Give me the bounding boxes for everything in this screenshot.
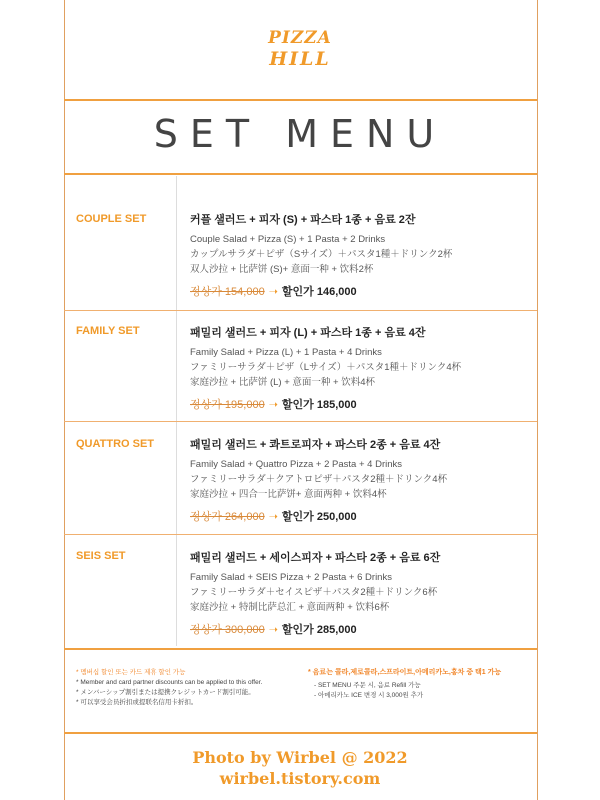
set-separator bbox=[64, 534, 537, 535]
arrow-icon: ➝ bbox=[268, 511, 278, 523]
set-desc-en: Couple Salad + Pizza (S) + 1 Pasta + 2 Drinks bbox=[190, 234, 386, 245]
divider-top bbox=[64, 99, 537, 101]
sale-price: 할인가 250,000 bbox=[281, 511, 357, 523]
price-row bbox=[190, 283, 530, 299]
note-highlight: * 음료는 콜라,제로콜라,스프라이트,아메리카노,홍차 중 택1 가능 bbox=[308, 669, 502, 676]
set-seis bbox=[190, 549, 530, 637]
sale-price: 할인가 146,000 bbox=[281, 286, 357, 298]
set-desc-en: Family Salad + Quattro Pizza + 2 Pasta + 4 Drinks bbox=[190, 459, 402, 470]
set-label-quattro: QUATTRO SET bbox=[76, 438, 155, 450]
set-desc-jp: カップルサラダ＋ピザ（Sサイズ）＋パスタ1種＋ドリンク2杯 bbox=[190, 249, 453, 260]
column-divider bbox=[176, 176, 177, 646]
price-row bbox=[190, 396, 530, 412]
note-line: - SET MENU 주문 시, 음료 Refill 가능 bbox=[314, 682, 421, 689]
logo-line1: PIZZA bbox=[268, 28, 332, 48]
set-desc-cn: 家庭沙拉 + 比萨饼 (L) + 意面一种 + 饮料4杯 bbox=[190, 377, 376, 388]
note-line: * 可以享受会员折扣或提联名信用卡折扣。 bbox=[76, 699, 198, 706]
note-line: * メンバーシップ割引または提携クレジットカード割引可能。 bbox=[76, 689, 255, 696]
set-title-kr: 패밀리 샐러드 + 피자 (L) + 파스타 1종 + 음료 4잔 bbox=[190, 327, 426, 339]
credit-url: wirbel.tistory.com bbox=[219, 769, 381, 788]
note-highlight: * 멤버십 할인 또는 카드 제휴 할인 가능 bbox=[76, 669, 186, 676]
divider-title bbox=[64, 173, 537, 175]
set-desc-en: Family Salad + Pizza (L) + 1 Pasta + 4 Drinks bbox=[190, 347, 382, 358]
original-price: 정상가 195,000 bbox=[190, 399, 265, 411]
set-title-kr: 커플 샐러드 + 피자 (S) + 파스타 1종 + 음료 2잔 bbox=[190, 214, 416, 226]
price-row bbox=[190, 508, 530, 524]
note-line: - 아메리카노 ICE 변경 시 3,000원 추가 bbox=[314, 692, 424, 699]
arrow-icon: ➝ bbox=[268, 624, 278, 636]
divider-notes bbox=[64, 648, 537, 650]
original-price: 정상가 264,000 bbox=[190, 511, 265, 523]
set-desc-en: Family Salad + SEIS Pizza + 2 Pasta + 6 Drinks bbox=[190, 572, 392, 583]
arrow-icon: ➝ bbox=[268, 286, 278, 298]
set-label-seis: SEIS SET bbox=[76, 550, 126, 562]
price-row bbox=[190, 621, 530, 637]
set-label-family: FAMILY SET bbox=[76, 325, 140, 337]
set-family bbox=[190, 324, 530, 412]
set-separator bbox=[64, 310, 537, 311]
page-title: SET MENU bbox=[153, 112, 447, 156]
sale-price: 할인가 185,000 bbox=[281, 399, 357, 411]
set-desc-jp: ファミリーサラダ＋セイスピザ＋パスタ2種＋ドリンク6杯 bbox=[190, 587, 438, 598]
notes-discount bbox=[76, 668, 286, 708]
logo-line2: HILL bbox=[269, 48, 331, 70]
note-line: * Member and card partner discounts can be applied to this offer. bbox=[76, 679, 263, 686]
set-title-kr: 패밀리 샐러드 + 세이스피자 + 파스타 2종 + 음료 6잔 bbox=[190, 552, 441, 564]
set-couple bbox=[190, 211, 530, 299]
set-separator bbox=[64, 421, 537, 422]
set-desc-jp: ファミリーサラダ＋ピザ（Lサイズ）＋パスタ1種＋ドリンク4杯 bbox=[190, 362, 462, 373]
photo-credit: Photo by Wirbel @ 2022 bbox=[192, 748, 408, 767]
set-desc-cn: 家庭沙拉 + 四合一比萨饼+ 意面两种 + 饮料4杯 bbox=[190, 489, 387, 500]
divider-bottom bbox=[64, 732, 537, 734]
set-desc-cn: 双人沙拉 + 比萨饼 (S)+ 意面一种 + 饮料2杯 bbox=[190, 264, 374, 275]
set-quattro bbox=[190, 436, 530, 524]
notes-drinks bbox=[308, 668, 534, 701]
arrow-icon: ➝ bbox=[268, 399, 278, 411]
set-title-kr: 패밀리 샐러드 + 콰트로피자 + 파스타 2종 + 음료 4잔 bbox=[190, 439, 441, 451]
set-label-couple: COUPLE SET bbox=[76, 213, 147, 225]
sale-price: 할인가 285,000 bbox=[281, 624, 357, 636]
brand-logo bbox=[250, 28, 350, 74]
set-desc-cn: 家庭沙拉 + 特制比萨总汇 + 意面两种 + 饮料6杯 bbox=[190, 602, 390, 613]
original-price: 정상가 154,000 bbox=[190, 286, 265, 298]
original-price: 정상가 300,000 bbox=[190, 624, 265, 636]
set-desc-jp: ファミリーサラダ＋クアトロピザ＋パスタ2種＋ドリンク4杯 bbox=[190, 474, 448, 485]
